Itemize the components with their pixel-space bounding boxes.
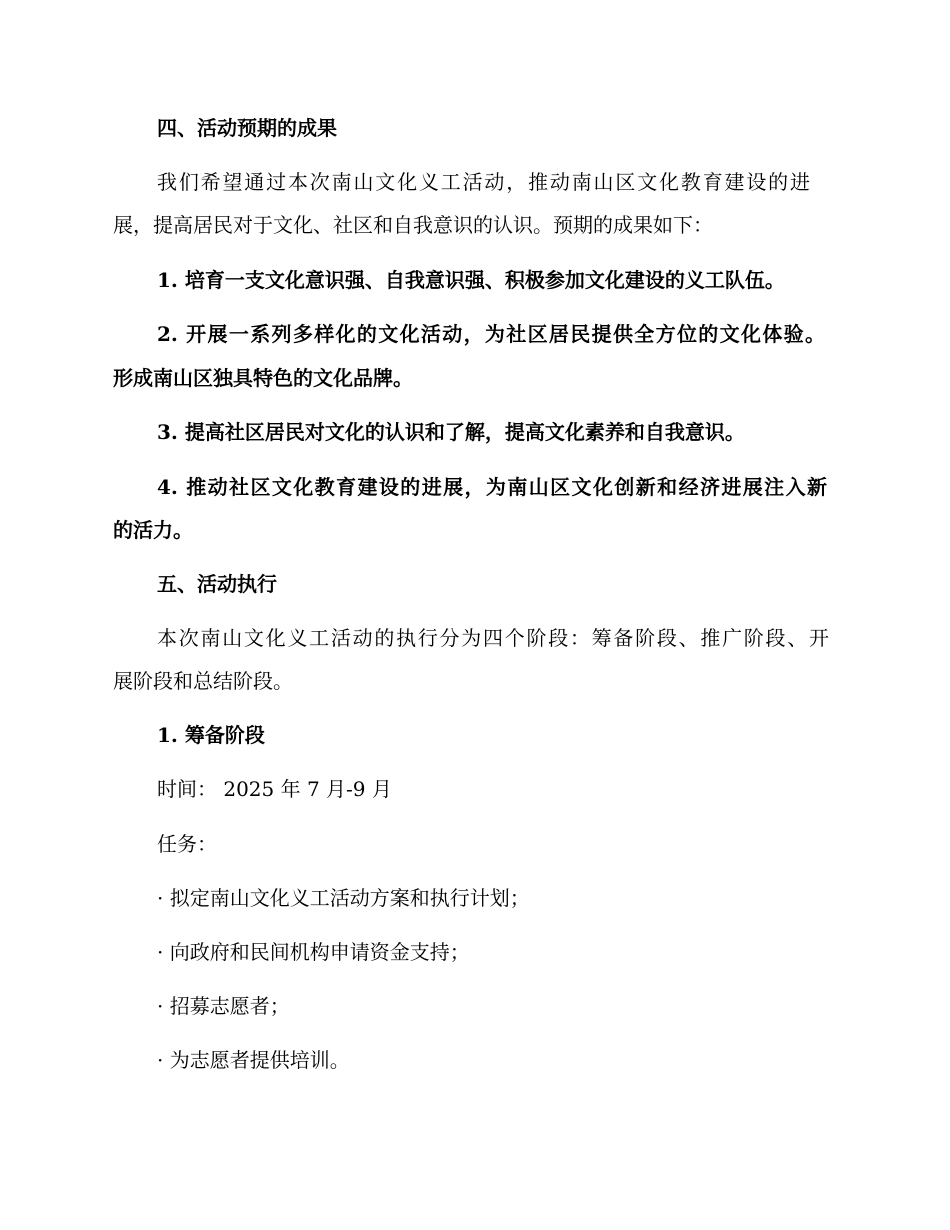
section-4-intro-line-1: 我们希望通过本次南山文化义工活动，推动南山区文化教育建设的进 (157, 170, 810, 194)
section-4-heading: 四、活动预期的成果 (157, 116, 337, 140)
section-5-intro-line-1: 本次南山文化义工活动的执行分为四个阶段：筹备阶段、推广阶段、开 (157, 626, 829, 650)
outcome-item-1: 1. 培育一支文化意识强、自我意识强、积极参加文化建设的义工队伍。 (157, 268, 785, 292)
task-list-item: · 为志愿者提供培训。 (157, 1048, 350, 1072)
section-5-heading: 五、活动执行 (157, 572, 277, 596)
outcome-item-2-line-2: 形成南山区独具特色的文化品牌。 (113, 366, 413, 390)
outcome-item-4-line-2: 的活力。 (113, 518, 193, 542)
stage-1-title: 1. 筹备阶段 (157, 723, 265, 747)
stage-1-time: 时间： 2025 年 7 月-9 月 (157, 777, 392, 801)
task-list-item: · 拟定南山文化义工活动方案和执行计划； (157, 886, 530, 910)
section-5-intro-line-2: 展阶段和总结阶段。 (113, 669, 293, 693)
outcome-item-3: 3. 提高社区居民对文化的认识和了解，提高文化素养和自我意识。 (157, 420, 745, 444)
task-list-item: · 向政府和民间机构申请资金支持； (157, 940, 470, 964)
task-list-item: · 招募志愿者； (157, 994, 290, 1018)
outcome-item-4-line-1: 4. 推动社区文化教育建设的进展，为南山区文化创新和经济进展注入新 (157, 475, 827, 499)
outcome-item-2-line-1: 2. 开展一系列多样化的文化活动，为社区居民提供全方位的文化体验。 (157, 322, 825, 346)
section-4-intro-line-2: 展，提高居民对于文化、社区和自我意识的认识。预期的成果如下： (113, 213, 713, 237)
stage-1-tasks-label: 任务： (157, 832, 217, 856)
